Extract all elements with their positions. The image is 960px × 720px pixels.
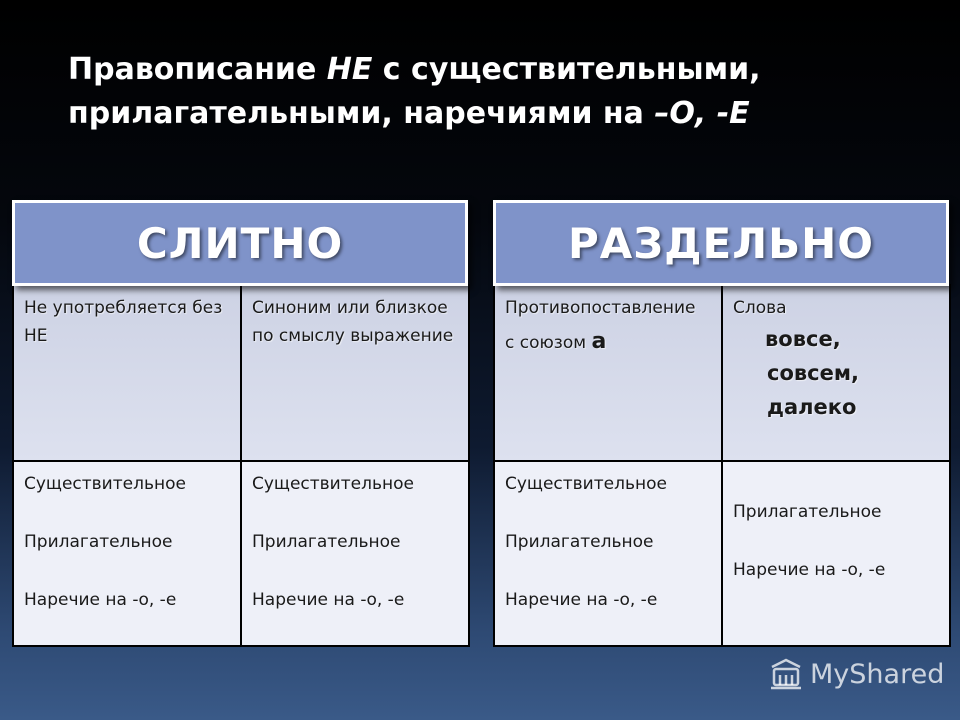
keyword: далеко	[767, 395, 857, 419]
condition-text: с союзом	[505, 333, 592, 353]
list-item: Наречие на -о, -е	[24, 590, 177, 610]
condition-cell	[495, 286, 721, 460]
title-text: с существительными,	[372, 52, 761, 87]
title-line-2	[68, 92, 928, 136]
myshared-logo-icon	[768, 657, 804, 691]
parts-of-speech-cell	[242, 462, 468, 645]
slide-title	[68, 48, 928, 136]
table-razdelno	[493, 284, 951, 647]
condition-text: Противопоставление	[505, 298, 696, 318]
list-item: Наречие на -о, -е	[252, 590, 405, 610]
watermark-text: MyShared	[810, 658, 945, 690]
list-item: Прилагательное	[505, 532, 654, 552]
parts-of-speech-cell	[723, 462, 949, 645]
watermark	[768, 654, 948, 694]
list-item: Наречие на -о, -е	[505, 590, 658, 610]
list-item: Прилагательное	[733, 502, 882, 522]
keyword: вовсе,	[765, 327, 841, 351]
header-slitno: СЛИТНО	[12, 200, 468, 286]
parts-of-speech-cell	[495, 462, 721, 645]
condition-cell	[242, 286, 468, 460]
list-item: Наречие на -о, -е	[733, 560, 886, 580]
keyword: совсем,	[767, 361, 859, 385]
list-item: Прилагательное	[24, 532, 173, 552]
table-slitno	[12, 284, 470, 647]
condition-text: Не употребляется без НЕ	[24, 298, 223, 346]
conjunction-a: а	[591, 329, 607, 354]
title-text: прилагательными, наречиями на	[68, 96, 655, 131]
title-text: Правописание	[68, 52, 327, 87]
condition-cell	[723, 286, 949, 460]
condition-cell	[14, 286, 240, 460]
title-endings: –О, -Е	[654, 96, 750, 131]
header-razdelno: РАЗДЕЛЬНО	[493, 200, 949, 286]
list-item: Существительное	[505, 474, 667, 494]
list-item: Прилагательное	[252, 532, 401, 552]
list-item: Существительное	[252, 474, 414, 494]
condition-text: Слова	[733, 298, 787, 318]
condition-text: Синоним или близкое по смыслу выражение	[252, 298, 454, 346]
parts-of-speech-cell	[14, 462, 240, 645]
list-item: Существительное	[24, 474, 186, 494]
title-ne: НЕ	[326, 52, 373, 87]
title-line-1	[68, 48, 928, 92]
